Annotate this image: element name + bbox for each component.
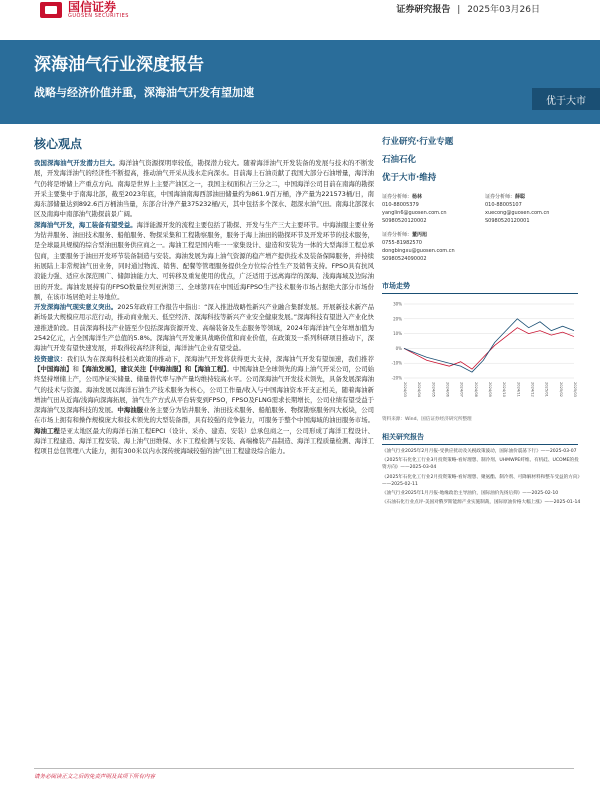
paragraph-text: 。中国海油是全球领先的海上油气开采公司，公司始终坚持增储上产，公司净证实储量、储量替代率与净产量均维持较高水平。公司深海油气开发技术领先，具备发展深海油气的技术与资源。海油发展以海洋石油生产技术服务为核心，公司工作量/收入与中国海油资本开支正相关，随着海油新增油气田从近海/浅海向深海拓展，油气生产方式从平台转变到FPSO，FPSO及FLNG需求长期增长，公司业绩有望受益于深海油气及深海科技的发展。 xyxy=(34,364,375,415)
y-tick-label: -10% xyxy=(391,360,402,366)
analyst-phone: 010-88005107 xyxy=(485,202,522,208)
brand-name-en: GUOSEN SECURITIES xyxy=(68,13,129,19)
sector-label: 行业研究·行业专题 xyxy=(382,137,454,147)
analyst-cert: S0980520120001 xyxy=(485,218,530,224)
analyst-card xyxy=(382,193,479,225)
analyst-name: 董丙旭 xyxy=(412,232,428,238)
report-type: 证券研究报告 xyxy=(396,5,451,15)
y-tick-label: 10% xyxy=(393,331,402,337)
paragraph-text: 是亚太地区最大的海洋石油工程EPCI（设计、采办、建造、安装）总承包商之一，公司形成了海洋工程设计、海洋工程建造、海洋工程安装、海上油气田维保、水下工程检测与安装、高端橡装产品制造、海洋工程质量检测、海洋工程项目总包管理八大能力，拥有300米以内水深传统海域较强的油气田工程建设综合能力。 xyxy=(34,426,374,456)
company-name: 中海油服 xyxy=(117,406,144,415)
stock-tag: 【中国海油】 xyxy=(34,364,73,373)
analyst-card xyxy=(382,231,582,263)
brand-name: 国信证券 xyxy=(68,0,117,14)
y-tick-label: 30% xyxy=(393,301,402,307)
chart-source: 资料来源：Wind、国信证券经济研究所整理 xyxy=(382,417,472,422)
title-banner xyxy=(0,40,600,124)
x-tick-label: 2024/10 xyxy=(502,382,507,397)
related-report[interactable]: 《石油石化行业点评-美国对俄罗斯能源产业实施制裁，国际原油价格大幅上涨》——2025-01-14 xyxy=(382,500,581,506)
paragraph-text: 我们认为在深海科技相关政策的推动下，深海油气开发将获得更大支持，深海油气开发有望加速，我们推荐 xyxy=(66,354,375,363)
stock-tag: 【海油发展】 xyxy=(78,364,115,373)
paragraph-lead: 深海油气开发，海工装备有望受益。 xyxy=(34,220,137,229)
y-tick-label: 20% xyxy=(393,316,402,322)
brand-mark-icon xyxy=(40,2,62,18)
sidebar xyxy=(382,135,582,508)
related-report[interactable]: 《2025年石化化工行业2月投资策略-看好理想、聚氨酯、制冷剂、可降解材料和整车受益的方向》——2025-02-11 xyxy=(382,474,580,487)
analyst-role: 证券分析师： xyxy=(382,194,413,200)
x-tick-label: 2024/07 xyxy=(459,382,464,397)
analyst-email[interactable]: yanglin6@guosen.com.cn xyxy=(382,210,447,216)
paragraph-lead: 我国深海油气开发潜力巨大。 xyxy=(34,159,120,167)
sub-sector-label: 石油石化 xyxy=(382,155,417,165)
connector-text: 和 xyxy=(184,364,192,373)
series-line-2 xyxy=(404,319,574,372)
x-tick-label: 2024/04 xyxy=(417,382,422,397)
report-subtitle: 战略与经济价值并重，深海油气开发有望加速 xyxy=(34,86,254,99)
stock-tag: 【中海油服】 xyxy=(146,364,185,373)
x-tick-label: 2024/06 xyxy=(445,382,450,397)
paragraph-text: 海洋油气资源探明率较低，勘探潜力较大。随着海洋油气开发装备的发展与技术的不断发展，开发海洋油气的经济性不断提高，推动油气开采从浅水走向深水。目前海上石油贡献了我国大部分石油增量，海洋油气仍将是增储上产重点方向。南海是世界上主要产油区之一，我国主权面积占三分之二，中国海洋公司目前在南海的勘探开采主要集中于南海北部，截至2023年底，中国海油南海西部油田储量约为861.9百万桶，净产量为221573桶/日，南海东部储量达到892.6百万桶油当量，东部合计净产量375232桶/天，其中包括多个深水、超深水油气田。南海北部深水区及南海中南部油气勘探前景广阔。 xyxy=(34,159,375,219)
rating-badge: 优于大市 xyxy=(532,88,600,110)
stock-tag: 【海油工程】 xyxy=(191,364,227,373)
paragraph-text: ，建议关注 xyxy=(114,364,147,373)
rating-line: 优于大市·维持 xyxy=(382,173,437,183)
related-reports-title: 相关研究报告 xyxy=(382,432,578,445)
x-tick-label: 2024/09 xyxy=(488,382,492,397)
analyst-phone: 0755-81982570 xyxy=(382,240,422,246)
paragraph-3 xyxy=(34,302,374,353)
analyst-email[interactable]: xuecong@guosen.com.cn xyxy=(485,210,550,216)
report-date: 2025年03月26日 xyxy=(467,5,540,15)
related-report[interactable]: 《2025年石化化工行业3月投资策略-看好理想、制冷剂、UHMWPE纤维、有机硅、UCOME的投资方向》——2025-03-04 xyxy=(382,458,579,471)
analyst-cert: S0980524090002 xyxy=(382,256,427,262)
company-name: 海油工程 xyxy=(34,426,61,435)
main-content xyxy=(34,135,374,457)
connector-text: 和 xyxy=(72,364,79,373)
market-trend-title: 市场走势 xyxy=(382,281,578,294)
x-tick-label: 2025/03 xyxy=(573,382,577,397)
x-tick-label: 2024/03 xyxy=(403,382,407,397)
paragraph-text: 海洋能源开发的流程主要包括了勘探、开发与生产三大主要环节。中海油服主要业务为钻井服务、油田技术服务、船舶服务、物探采集和工程勘察服务，服务于海上油田的勘探环节及开发环节的技术服务，是全球最具规模的综合型油田服务供应商之一。海油工程是国内唯一一家集设计、建造和安装为一体的大型海洋工程总承包商，主要服务于油田开发环节装备制造与安装。海油发展为海上油气资源的稳产增产提供技术及装备保障服务，并持续拓展陆上非常规油气田业务，同时通过物流、销售、配餐等管理服务提供全方位综合性生产及销售支持。FPSO具有抗风浪能力强、适应水深范围广、储卸油能力大、可转移及重复使用的优点，广泛适用于远离海岸的深海、浅海海域及边际油田的开发。海油发展持有的FPSO数量位列亚洲第三、全球第四在中国近海FPSO生产技术服务市场占据绝大部分市场份额，在该市场居绝对主导地位。 xyxy=(34,220,375,301)
brand-logo xyxy=(40,0,170,20)
paragraph-4 xyxy=(34,354,374,457)
analyst-role: 证券分析师： xyxy=(382,232,413,238)
report-title: 深海油气行业深度报告 xyxy=(34,55,204,75)
related-reports-list xyxy=(382,448,582,506)
x-tick-label: 2024/12 xyxy=(530,382,535,397)
analyst-phone: 010-88005379 xyxy=(382,202,419,208)
paragraph-lead: 投资建议： xyxy=(34,354,67,363)
paragraph-text: 业务主要分为钻井服务、油田技术服务、船舶服务、物探勘察服务四大板块，公司在市场上拥有和操作规模庞大和技术领先的大型装备群，具有较强的竞争能力，可服务于整个中国海域的油田服务市场。 xyxy=(34,406,375,425)
y-tick-label: -20% xyxy=(391,375,402,381)
x-tick-label: 2024/08 xyxy=(473,382,478,397)
analyst-grid xyxy=(382,193,582,225)
section-title: 核心观点 xyxy=(34,137,83,151)
analyst-name: 薛聪 xyxy=(515,194,526,200)
header-meta: 证券研究报告 | 2025年03月26日 xyxy=(396,5,540,15)
analyst-email[interactable]: dongbingxu@guosen.com.cn xyxy=(382,248,455,254)
related-report[interactable]: 《油气行业2025年1月月报-地缘政治主导油价，国际油价先扬后抑》——2025-02-10 xyxy=(382,491,559,497)
related-report[interactable]: 《油气行业2025年2月月报-受供应扰动及关税政策波动，国际油价震荡下行》——2025-03-07 xyxy=(382,449,577,454)
x-tick-label: 2025/01 xyxy=(544,382,549,397)
paragraph-text: 2025年政府工作报告中指出：“深入推进战略性新兴产业融合集群发展。开展新技术新产品新场景大规模应用示范行动，推动商业航天、低空经济、深海科技等新兴产业安全健康发展。”深海科技有望进入产业化快速推进阶段。目前深海科技产业链至少包括深海资源开发、高端装备及生态服务等领域，2024年海洋油气全年增加值为2542亿元，占全国海洋生产总值的5.8%。深海油气开发兼具战略价值和商业价值，在政策及一系列科研项目推动下，深海油气开发有望快速发展，并取得较高经济利益，海洋油气企业有望受益。 xyxy=(34,303,375,353)
analyst-card xyxy=(485,193,582,225)
paragraph-1 xyxy=(34,158,374,220)
x-tick-label: 2024/11 xyxy=(516,382,521,397)
paragraph-2 xyxy=(34,220,374,302)
analyst-name: 杨林 xyxy=(412,194,423,200)
market-trend-chart xyxy=(382,298,578,410)
header xyxy=(0,0,600,40)
y-tick-label: 0% xyxy=(395,345,402,351)
x-tick-label: 2024/05 xyxy=(431,382,436,397)
paragraph-lead: 开发深海油气现实意义突出。 xyxy=(34,303,118,312)
x-tick-label: 2025/02 xyxy=(558,382,563,397)
analyst-cert: S0980520120002 xyxy=(382,218,427,224)
analyst-role: 证券分析师： xyxy=(485,194,516,200)
footer-disclaimer: 请务必阅读正文之后的免责声明及其项下所有内容 xyxy=(34,768,574,780)
